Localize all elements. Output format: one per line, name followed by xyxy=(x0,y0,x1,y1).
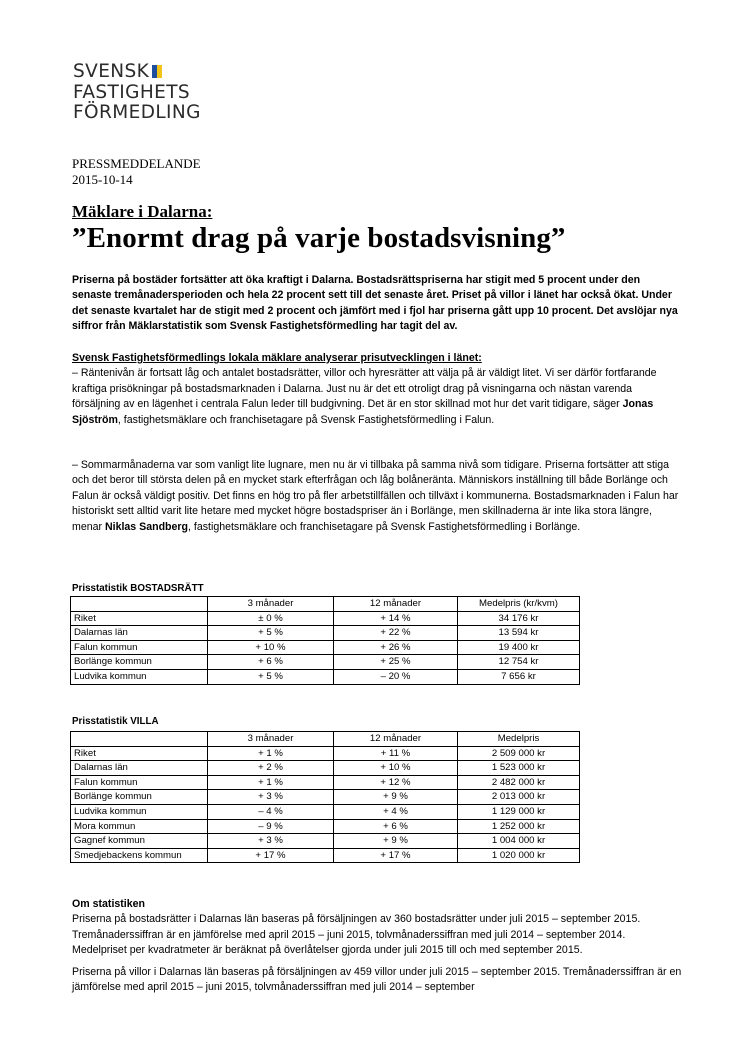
table-cell: + 5 % xyxy=(208,626,334,641)
table-cell: + 10 % xyxy=(208,640,334,655)
table-header-cell xyxy=(71,732,208,747)
quote-name-1: Jonas Sjöström xyxy=(72,398,654,426)
table-2-title: Prisstatistik VILLA xyxy=(72,716,159,727)
table-bostadsratt xyxy=(70,596,580,685)
table-cell: 12 754 kr xyxy=(458,655,580,670)
table-header-cell: 3 månader xyxy=(208,732,334,747)
table-cell: + 2 % xyxy=(208,761,334,776)
table-row-label: Borlänge kommun xyxy=(71,655,208,670)
table-cell: + 3 % xyxy=(208,834,334,849)
paragraph-1-text-a: – Räntenivån är fortsatt låg och antalet bostadsrätter, villor och hyresrätter att välja på är väldigt litet. Vi ser därför fortfarande kraftiga prisökningar på bostadsmarknaden i Dalarna. Just nu är det ett otroligt drag på visningarna och nästan varenda försäljning av en lägenhet i centrala Falun leder till budgivning. Det är en stor skillnad mot hur det varit tidigare, säger xyxy=(72,367,657,411)
table-row xyxy=(71,669,580,684)
table-cell: + 5 % xyxy=(208,669,334,684)
press-label: PRESSMEDDELANDE xyxy=(72,156,201,171)
company-logo xyxy=(73,62,201,124)
table-cell: – 20 % xyxy=(334,669,458,684)
table-cell: + 26 % xyxy=(334,640,458,655)
table-row xyxy=(71,775,580,790)
paragraph-2 xyxy=(72,458,682,535)
lead-paragraph: Priserna på bostäder fortsätter att öka kraftigt i Dalarna. Bostadsrättspriserna har stigit med 5 procent under den senaste tremånadersperioden och hela 22 procent sett till det senaste året. Priset på villor i länet har också ökat. Under det senaste kvartalet har de stigit med 2 procent och jämfört med i fjol har priserna gått upp 10 procent. Det avslöjar nya siffror från Mäklarstatistik som Svensk Fastighetsförmedling har tagit del av. xyxy=(72,274,678,333)
table-row xyxy=(71,626,580,641)
table-cell: + 11 % xyxy=(334,746,458,761)
table-row-label: Riket xyxy=(71,746,208,761)
table-cell: – 9 % xyxy=(208,819,334,834)
table-header-cell: 12 månader xyxy=(334,597,458,612)
table-cell: + 14 % xyxy=(334,611,458,626)
table-header-cell: 12 månader xyxy=(334,732,458,747)
table-cell: + 17 % xyxy=(334,848,458,863)
table-header-cell: Medelpris xyxy=(458,732,580,747)
table-header-cell: Medelpris (kr/kvm) xyxy=(458,597,580,612)
table-row xyxy=(71,761,580,776)
table-row-label: Falun kommun xyxy=(71,775,208,790)
table-row-label: Ludvika kommun xyxy=(71,804,208,819)
table-row xyxy=(71,848,580,863)
table-row xyxy=(71,655,580,670)
table-cell: + 9 % xyxy=(334,790,458,805)
table-cell: + 6 % xyxy=(334,819,458,834)
table-row-label: Mora kommun xyxy=(71,819,208,834)
table-cell: + 10 % xyxy=(334,761,458,776)
table-cell: 1 129 000 kr xyxy=(458,804,580,819)
table-row-label: Smedjebackens kommun xyxy=(71,848,208,863)
table-row-label: Riket xyxy=(71,611,208,626)
table-row xyxy=(71,790,580,805)
table-villa xyxy=(70,731,580,863)
table-1-title: Prisstatistik BOSTADSRÄTT xyxy=(72,583,204,594)
table-header-row xyxy=(71,732,580,747)
table-cell: + 22 % xyxy=(334,626,458,641)
table-cell: 2 013 000 kr xyxy=(458,790,580,805)
table-cell: + 6 % xyxy=(208,655,334,670)
table-cell: 2 482 000 kr xyxy=(458,775,580,790)
table-cell: + 1 % xyxy=(208,746,334,761)
table-cell: + 12 % xyxy=(334,775,458,790)
press-info xyxy=(72,156,201,188)
table-header-cell: 3 månader xyxy=(208,597,334,612)
paragraph-1 xyxy=(72,351,682,428)
table-cell: 1 004 000 kr xyxy=(458,834,580,849)
table-cell: + 25 % xyxy=(334,655,458,670)
about-paragraph-2: Priserna på villor i Dalarnas län baseras på försäljningen av 459 villor under juli 2015 – september 2015. Tremånaderssiffran är en jämförelse med april 2015 – juni 2015, tolvmånaderssiffran med juli 2014 – september xyxy=(72,965,682,994)
about-statistics xyxy=(72,897,682,1001)
table-row xyxy=(71,640,580,655)
headline: ”Enormt drag på varje bostadsvisning” xyxy=(72,222,566,254)
press-date: 2015-10-14 xyxy=(72,172,133,187)
table-row xyxy=(71,834,580,849)
kicker: Mäklare i Dalarna: xyxy=(72,202,213,221)
table-cell: + 4 % xyxy=(334,804,458,819)
table-cell: 2 509 000 kr xyxy=(458,746,580,761)
table-cell: ± 0 % xyxy=(208,611,334,626)
table-row xyxy=(71,611,580,626)
table-cell: 1 020 000 kr xyxy=(458,848,580,863)
table-row-label: Borlänge kommun xyxy=(71,790,208,805)
table-row xyxy=(71,819,580,834)
quote-name-2: Niklas Sandberg xyxy=(104,520,188,533)
table-row xyxy=(71,746,580,761)
table-cell: + 17 % xyxy=(208,848,334,863)
table-cell: + 3 % xyxy=(208,790,334,805)
table-header-row xyxy=(71,597,580,612)
table-cell: 1 523 000 kr xyxy=(458,761,580,776)
table-row-label: Dalarnas län xyxy=(71,626,208,641)
table-cell: 7 656 kr xyxy=(458,669,580,684)
table-row xyxy=(71,804,580,819)
table-cell: – 4 % xyxy=(208,804,334,819)
logo-line-2: FASTIGHETS xyxy=(73,81,191,103)
logo-line-3: FÖRMEDLING xyxy=(73,102,201,123)
paragraph-1-text-b: , fastighetsmäklare och franchisetagare på Svensk Fastighetsförmedling i Falun. xyxy=(117,413,495,426)
table-cell: 34 176 kr xyxy=(458,611,580,626)
about-paragraph-1: Priserna på bostadsrätter i Dalarnas län baseras på försäljningen av 360 bostadsrätter under juli 2015 – september 2015. Tremånaderssiffran är en jämförelse med april 2015 – juni 2015, tolvmånaderssiffran med juli 2014 – september 2014. Medelpriset per kvadratmeter är beräknat på överlåtelser gjorda under juli 2015 till och med september 2015. xyxy=(72,913,641,957)
table-cell: 19 400 kr xyxy=(458,640,580,655)
table-cell: 13 594 kr xyxy=(458,626,580,641)
paragraph-1-heading: Svensk Fastighetsförmedlings lokala mäklare analyserar prisutvecklingen i länet: xyxy=(72,352,482,364)
table-row-label: Falun kommun xyxy=(71,640,208,655)
logo-line-1: SVENSK xyxy=(73,61,150,82)
table-cell: + 9 % xyxy=(334,834,458,849)
about-heading: Om statistiken xyxy=(72,898,146,910)
table-cell: 1 252 000 kr xyxy=(458,819,580,834)
table-row-label: Dalarnas län xyxy=(71,761,208,776)
table-row-label: Ludvika kommun xyxy=(71,669,208,684)
table-row-label: Gagnef kommun xyxy=(71,834,208,849)
paragraph-2-text-a: – Sommarmånaderna var som vanligt lite lugnare, men nu är vi tillbaka på samma nivå som tidigare. Priserna fortsätter att stiga och det beror till största delen på en mycket stark efterfrågan och låg bolåneränta. Människors inställning till både Borlänge och Falun är också väldigt positiv. Det finns en hög tro på fler arbetstillfällen och tillväxt i kommunerna. Bostadsmarknaden i Falun har historiskt sett alltid varit lite hetare med mycket högre bostadspriser än i Borlänge, men skillnaderna är inte lika stora längre, menar xyxy=(72,459,679,533)
paragraph-2-text-b: , fastighetsmäklare och franchisetagare på Svensk Fastighetsförmedling i Borlänge. xyxy=(188,520,581,533)
table-cell: + 1 % xyxy=(208,775,334,790)
swedish-flag-icon xyxy=(152,63,162,76)
table-header-cell xyxy=(71,597,208,612)
